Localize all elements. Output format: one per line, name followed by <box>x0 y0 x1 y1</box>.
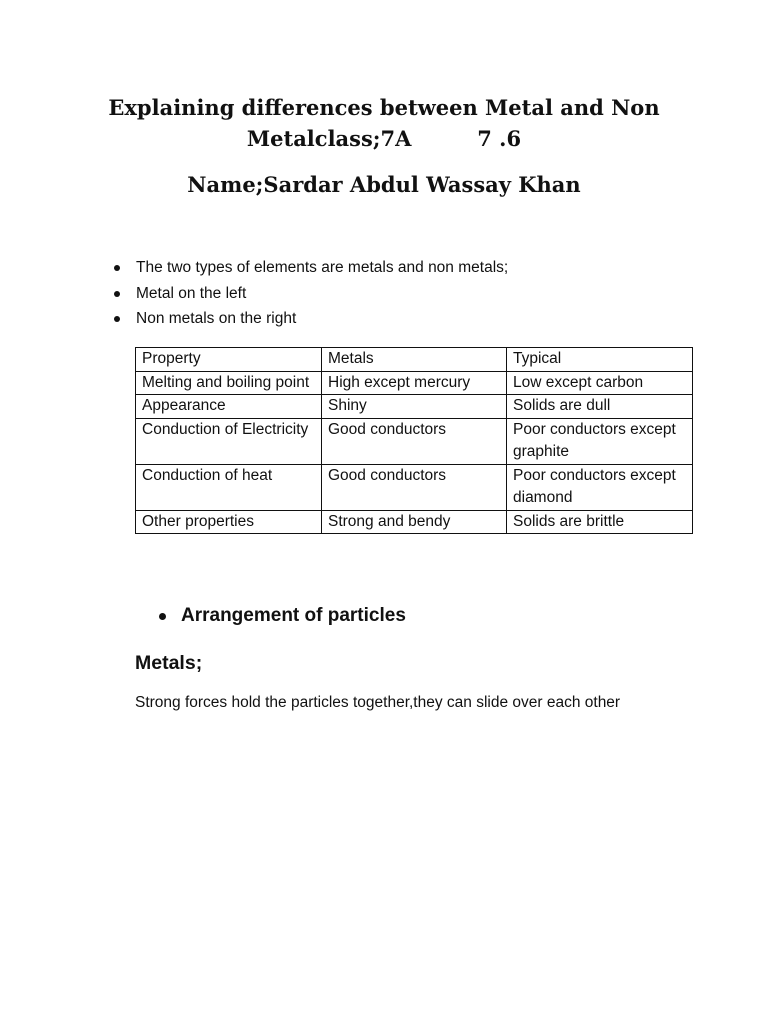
table-cell: Low except carbon <box>507 371 693 395</box>
table-cell: Good conductors <box>322 418 507 464</box>
table-cell: Conduction of Electricity <box>136 418 322 464</box>
metals-paragraph: Strong forces hold the particles together,they can slide over each other <box>135 694 621 711</box>
list-item-text: Metal on the left <box>136 284 247 302</box>
header-cell-property: Property <box>136 348 322 372</box>
table-cell: Strong and bendy <box>322 510 507 534</box>
metals-subheading: Metals; <box>135 652 203 674</box>
document-title-line-2: Metalclass;7A 7 .6 <box>246 126 522 151</box>
header-cell-metals: Metals <box>322 348 507 372</box>
list-item <box>136 308 508 334</box>
table-cell: Other properties <box>136 510 322 534</box>
properties-table <box>135 347 693 534</box>
table-cell: Solids are dull <box>507 395 693 419</box>
table-cell: Poor conductors except graphite <box>507 418 693 464</box>
arrangement-heading <box>181 603 406 629</box>
intro-bullet-list <box>136 257 508 334</box>
table-row <box>136 418 693 464</box>
table-cell: Solids are brittle <box>507 510 693 534</box>
arrangement-heading-text: Arrangement of particles <box>181 605 406 626</box>
table-row <box>136 464 693 510</box>
document-title-line-1: Explaining differences between Metal and Non <box>108 95 660 120</box>
table-cell: Poor conductors except diamond <box>507 464 693 510</box>
list-item-text: The two types of elements are metals and non metals; <box>136 259 509 276</box>
table-cell: Conduction of heat <box>136 464 322 510</box>
table-cell: Appearance <box>136 395 322 419</box>
author-name-heading: Name;Sardar Abdul Wassay Khan <box>187 172 581 197</box>
bullet-icon <box>114 316 120 322</box>
table-cell: High except mercury <box>322 371 507 395</box>
list-item-text: Non metals on the right <box>136 310 297 327</box>
bullet-icon <box>114 265 120 271</box>
table-row <box>136 395 693 419</box>
bullet-icon <box>159 613 166 620</box>
table-row <box>136 371 693 395</box>
table-cell: Melting and boiling point <box>136 371 322 395</box>
table-header-row <box>136 348 693 372</box>
table-cell: Shiny <box>322 395 507 419</box>
list-item <box>136 257 508 283</box>
table-row <box>136 510 693 534</box>
list-item <box>136 283 508 309</box>
header-cell-typical: Typical <box>507 348 693 372</box>
table-cell: Good conductors <box>322 464 507 510</box>
bullet-icon <box>114 291 120 297</box>
